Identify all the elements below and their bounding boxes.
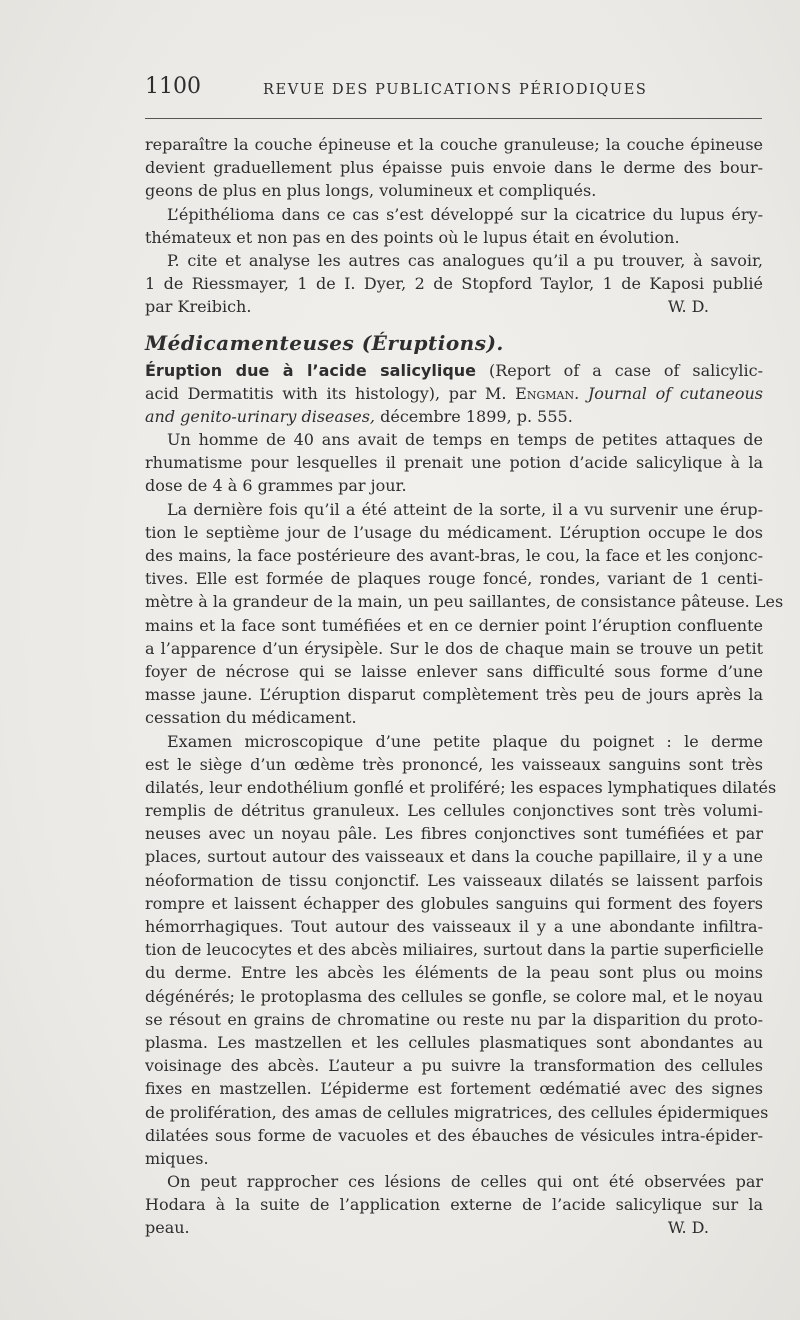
text-line: a l’apparence d’un érysipèle. Sur le dos de chaque main se trouve un petit [145,638,763,658]
text-line: dégénérés; le protoplasma des cellules se gonfle, se colore mal, et le noyau [145,986,763,1006]
citation-fragment: (Report of a case of salicylic- [476,360,763,380]
text-line: du derme. Entre les abcès les éléments de la peau sont plus ou moins [145,963,763,983]
citation-journal: . Journal of cutaneous [574,383,764,403]
text-line: fixes en mastzellen. L’épiderme est fortement œdématié avec des signes [145,1079,763,1099]
entry-citation-line [145,382,763,405]
text-line: Hodara à la suite de l’application externe de l’acide salicylique sur la [145,1195,763,1215]
text-line: On peut rapprocher ces lésions de celles qui ont été observées par [167,1172,763,1192]
text-line: masse jaune. L’éruption disparut complètement très peu de jours après la [145,685,763,705]
citation-journal: and genito-urinary diseases, [145,406,376,426]
text-line: rhumatisme pour lesquelles il prenait une potion d’acide salicylique à la [145,453,763,473]
entry-citation-line [145,359,763,382]
text-line: L’épithélioma dans ce cas s’est développé sur la cicatrice du lupus éry- [167,204,763,224]
text-line: mains et la face sont tuméfiées et en ce dernier point l’éruption confluente [145,615,763,635]
text-line: La dernière fois qu’il a été atteint de la sorte, il a vu survenir une érup- [167,499,763,519]
text-line: reparaître la couche épineuse et la couche granuleuse; la couche épineuse [145,135,763,154]
text-line: est le siège d’un œdème très prononcé, les vaisseaux sanguins sont très [145,754,763,774]
text-line: dilatés, leur endothélium gonflé et proliféré; les espaces lymphatiques dilatés [145,777,777,797]
citation-author: Engman [515,383,575,403]
text-line: tion de leucocytes et des abcès miliaires, surtout dans la partie superficielle [145,940,764,960]
text-line: hémorrhagiques. Tout autour des vaisseaux il y a une abondante infiltra- [145,917,763,936]
text-line: rompre et laissent échapper des globules sanguins qui forment des foyers [145,893,763,913]
text-line: dose de 4 à 6 grammes par jour. [145,476,407,496]
text-line: dilatées sous forme de vacuoles et des ébauches de vésicules intra-épider- [145,1125,763,1145]
text-line: Examen microscopique d’une petite plaque du poignet : le derme [167,731,763,751]
header-rule [145,118,762,119]
running-title: REVUE DES PUBLICATIONS PÉRIODIQUES [263,82,648,98]
text-line: foyer de nécrose qui se laisse enlever sans difficulté sous forme d’une [145,661,763,681]
text-line: Un homme de 40 ans avait de temps en temps de petites attaques de [167,430,763,450]
citation-fragment: acid Dermatitis with its histology), par M. [145,383,516,403]
text-line: mètre à la grandeur de la main, un peu saillantes, de consistance pâteuse. Les [145,592,784,612]
text-line: de prolifération, des amas de cellules migratrices, des cellules épidermiques [145,1102,769,1122]
text-fragment: peau. [145,1218,190,1238]
text-line: voisinage des abcès. L’auteur a pu suivre la transformation des cellules [145,1056,763,1076]
text-line: geons de plus en plus longs, volumineux et compliqués. [145,181,597,201]
text-line: P. cite et analyse les autres cas analogues qu’il a pu trouver, à savoir, [167,250,763,270]
entry-title: Éruption due à l’acide salicylique [145,360,477,380]
running-head [145,74,765,104]
text-line: se résout en grains de chromatine ou reste nu par la disparition du proto- [145,1009,763,1029]
page-number: 1100 [145,74,201,99]
text-line: plasma. Les mastzellen et les cellules plasmatiques sont abondantes au [145,1032,763,1052]
text-line: neuses avec un noyau pâle. Les fibres conjonctives sont tuméfiées et par [145,824,763,844]
section-heading: Médicamenteuses (Éruptions). [145,330,504,355]
text-line: 1 de Riessmayer, 1 de I. Dyer, 2 de Stopford Taylor, 1 de Kaposi publié [145,274,763,294]
author-signature: W. D. [667,1218,709,1238]
text-line: tives. Elle est formée de plaques rouge foncé, rondes, variant de 1 centi- [145,569,763,589]
text-line: thémateux et non pas en des points où le lupus était en évolution. [145,227,680,247]
text-line: miques. [145,1148,209,1168]
citation-fragment: décembre 1899, p. 555. [375,406,573,426]
text-line: devient graduellement plus épaisse puis envoie dans le derme des bour- [145,158,763,178]
text-line-with-signature [145,1216,763,1239]
text-line: cessation du médicament. [145,708,357,728]
text-line: places, surtout autour des vaisseaux et dans la couche papillaire, il y a une [145,847,763,867]
text-line: remplis de détritus granuleux. Les cellules conjonctives sont très volumi- [145,801,763,821]
author-signature: W. D. [667,297,709,317]
text-line-with-signature [145,295,763,318]
entry-citation-line [145,405,763,428]
text-line: tion le septième jour de l’usage du médicament. L’éruption occupe le dos [145,522,763,542]
text-line: des mains, la face postérieure des avant-bras, le cou, la face et les conjonc- [145,546,763,565]
text-line: néoformation de tissu conjonctif. Les vaisseaux dilatés se laissent parfois [145,870,763,890]
body-text [145,133,784,1240]
text-fragment: par Kreibich. [145,297,252,317]
